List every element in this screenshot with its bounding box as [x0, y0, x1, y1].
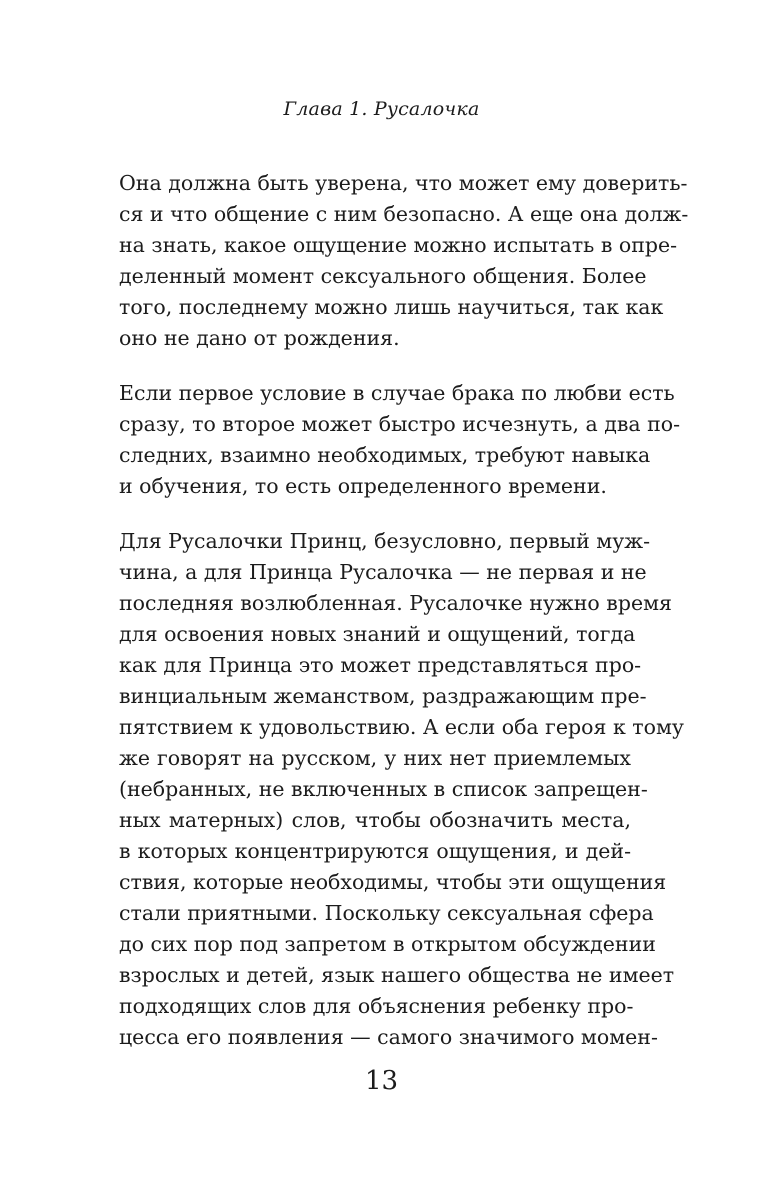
- text-line: винциальным жеманством, раздражающим пре-: [119, 684, 647, 708]
- text-line: и обучения, то есть определенного времени.: [119, 474, 607, 498]
- text-line: последняя возлюбленная. Русалочке нужно время: [119, 591, 672, 615]
- text-line: подходящих слов для объяснения ребенку про-: [119, 994, 634, 1018]
- paragraph-3: [119, 526, 684, 1053]
- text-line: до сих пор под запретом в открытом обсуждении: [119, 932, 656, 956]
- page-number: 13: [364, 1066, 399, 1096]
- text-line: того, последнему можно лишь научиться, так как: [119, 295, 664, 319]
- text-line: Если первое условие в случае брака по любви есть: [119, 381, 675, 405]
- text-line: следних, взаимно необходимых, требуют навыка: [119, 443, 651, 467]
- text-line: цесса его появления — самого значимого момен-: [119, 1025, 658, 1049]
- text-line: сразу, то второе может быстро исчезнуть, а два по-: [119, 412, 681, 436]
- text-line: деленный момент сексуального общения. Более: [119, 264, 647, 288]
- text-line: в которых концентрируются ощущения, и дей-: [119, 839, 631, 863]
- text-line: Она должна быть уверена, что может ему доверить-: [119, 171, 688, 195]
- text-line: оно не дано от рождения.: [119, 326, 400, 350]
- text-line: (небранных, не включенных в список запрещен-: [119, 777, 648, 801]
- paragraph-2: [119, 378, 681, 502]
- text-line: ных матерных) слов, чтобы обозначить места,: [119, 808, 631, 832]
- text-line: пятствием к удовольствию. А если оба героя к тому: [119, 715, 684, 739]
- text-line: для освоения новых знаний и ощущений, тогда: [119, 622, 636, 646]
- text-line: же говорят на русском, у них нет приемлемых: [119, 746, 631, 770]
- text-line: ся и что общение с ним безопасно. А еще она долж-: [119, 202, 689, 226]
- text-line: как для Принца это может представляться про-: [119, 653, 642, 677]
- text-line: чина, а для Принца Русалочка — не первая и не: [119, 560, 647, 584]
- text-line: стали приятными. Поскольку сексуальная сфера: [119, 901, 654, 925]
- text-line: ствия, которые необходимы, чтобы эти ощущения: [119, 870, 667, 894]
- text-line: Для Русалочки Принц, безусловно, первый муж-: [119, 529, 651, 553]
- text-line: взрослых и детей, язык нашего общества не имеет: [119, 963, 675, 987]
- body-text: [119, 168, 689, 1077]
- text-line: на знать, какое ощущение можно испытать в опре-: [119, 233, 678, 257]
- running-header: Глава 1. Русалочка: [283, 98, 480, 120]
- paragraph-1: [119, 168, 689, 354]
